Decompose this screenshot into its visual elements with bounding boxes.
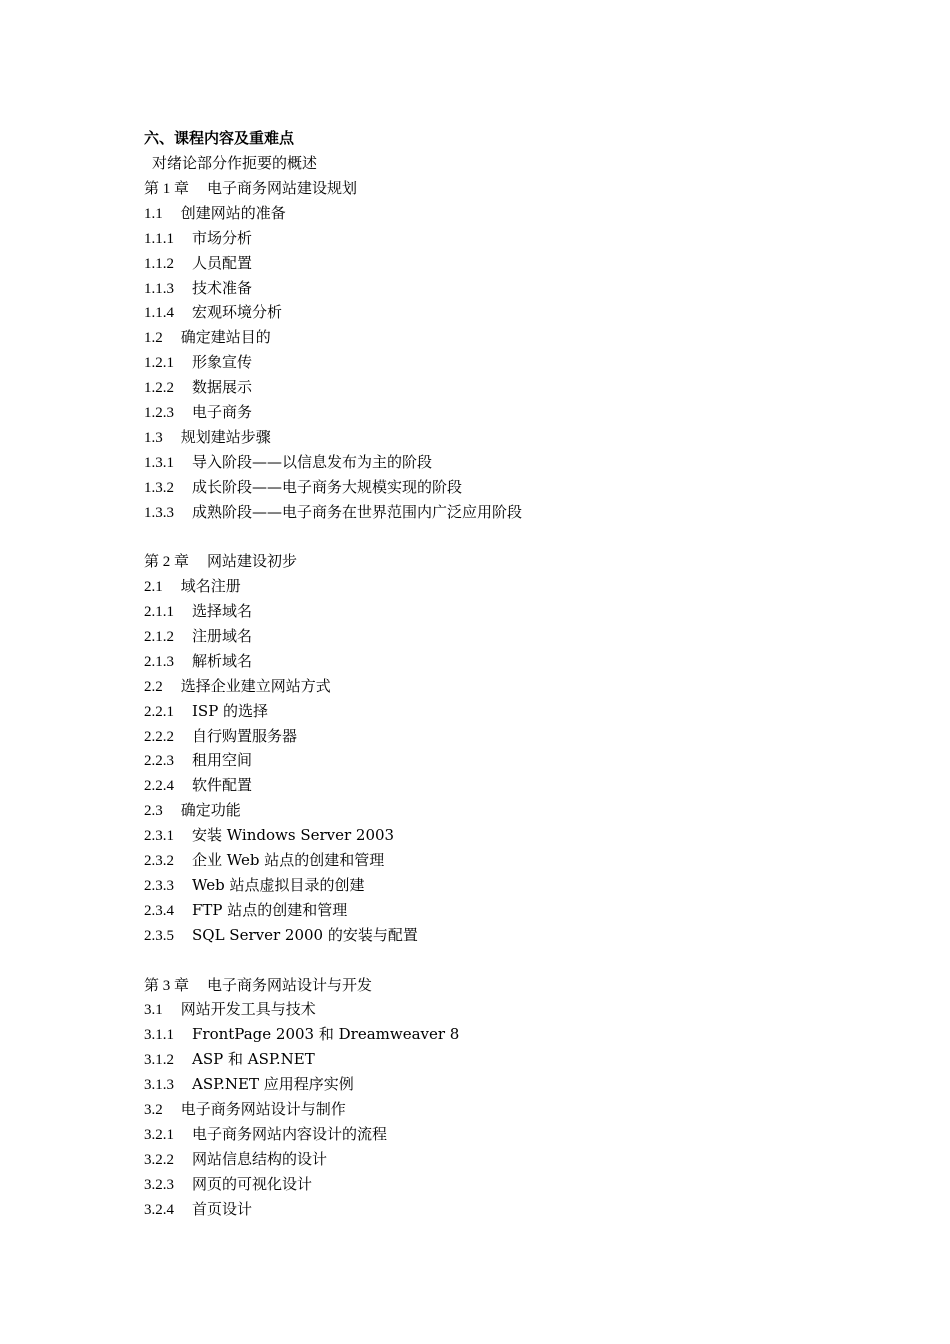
chapter-heading-line bbox=[144, 973, 844, 998]
section-title: 电子商务 bbox=[192, 403, 253, 422]
section-number: 2.2.3 bbox=[144, 753, 174, 770]
section-number: 2.2.4 bbox=[144, 778, 174, 795]
section-title: ASP.NET 应用程序实例 bbox=[192, 1075, 354, 1094]
toc-line bbox=[144, 201, 844, 226]
toc-line bbox=[144, 475, 844, 500]
toc-line bbox=[144, 848, 844, 873]
toc-line bbox=[144, 674, 844, 699]
section-title: 人员配置 bbox=[192, 253, 253, 272]
section-title: Web 站点虚拟目录的创建 bbox=[192, 875, 365, 894]
section-number: 1.3.3 bbox=[144, 504, 174, 521]
toc-line bbox=[144, 226, 844, 251]
toc-line bbox=[144, 450, 844, 475]
section-title: 数据展示 bbox=[192, 378, 253, 397]
section-number: 3.1.1 bbox=[144, 1027, 174, 1044]
section-title: 自行购置服务器 bbox=[192, 726, 298, 745]
toc-line bbox=[144, 1122, 844, 1147]
table-of-contents bbox=[144, 176, 844, 1221]
toc-line bbox=[144, 773, 844, 798]
chapter-heading-line bbox=[144, 549, 844, 574]
section-title: 电子商务网站设计与制作 bbox=[180, 1099, 346, 1118]
section-title: SQL Server 2000 的安装与配置 bbox=[192, 925, 418, 944]
section-title: 规划建站步骤 bbox=[180, 427, 271, 446]
section-title: 网站建设初步 bbox=[207, 552, 298, 571]
document-page bbox=[144, 126, 844, 1221]
section-title: 电子商务网站内容设计的流程 bbox=[192, 1124, 388, 1143]
blank-line bbox=[144, 948, 844, 973]
section-number: 1.2.1 bbox=[144, 355, 174, 372]
chapter-heading-line bbox=[144, 176, 844, 201]
section-title: 宏观环境分析 bbox=[192, 303, 283, 322]
section-title: 注册域名 bbox=[192, 627, 253, 646]
section-title: 确定建站目的 bbox=[180, 328, 271, 347]
section-number: 2.1.2 bbox=[144, 629, 174, 646]
section-number: 3.2.4 bbox=[144, 1201, 174, 1218]
toc-line bbox=[144, 276, 844, 301]
section-number: 第 2 章 bbox=[144, 554, 190, 571]
toc-line bbox=[144, 574, 844, 599]
toc-line bbox=[144, 300, 844, 325]
section-title: 企业 Web 站点的创建和管理 bbox=[192, 851, 385, 870]
section-number: 2.2.2 bbox=[144, 728, 174, 745]
toc-line bbox=[144, 599, 844, 624]
section-number: 3.2.1 bbox=[144, 1126, 174, 1143]
section-title: 成长阶段——电子商务大规模实现的阶段 bbox=[192, 477, 463, 496]
section-number: 3.1.3 bbox=[144, 1077, 174, 1094]
section-number: 1.3.1 bbox=[144, 454, 174, 471]
section-title: 电子商务网站建设规划 bbox=[207, 179, 358, 197]
section-title: 技术准备 bbox=[192, 278, 253, 297]
section-number: 2.2.1 bbox=[144, 703, 174, 720]
section-number: 2.1 bbox=[144, 579, 163, 596]
section-title: ISP 的选择 bbox=[192, 701, 269, 720]
section-number: 2.3.1 bbox=[144, 828, 174, 845]
section-title: 软件配置 bbox=[192, 776, 253, 795]
section-number: 1.1.4 bbox=[144, 305, 174, 322]
toc-line bbox=[144, 350, 844, 375]
section-number: 第 1 章 bbox=[144, 181, 190, 197]
section-number: 1.3.2 bbox=[144, 479, 174, 496]
section-number: 3.2.3 bbox=[144, 1176, 174, 1193]
toc-line bbox=[144, 798, 844, 823]
section-title: 创建网站的准备 bbox=[180, 203, 286, 222]
toc-line bbox=[144, 823, 844, 848]
toc-line bbox=[144, 1022, 844, 1047]
section-title: 首页设计 bbox=[192, 1199, 253, 1218]
toc-line bbox=[144, 1047, 844, 1072]
toc-line bbox=[144, 400, 844, 425]
section-number: 1.1.1 bbox=[144, 230, 174, 247]
section-number: 2.3.5 bbox=[144, 927, 174, 944]
section-title: 域名注册 bbox=[180, 577, 241, 596]
section-number: 2.3.4 bbox=[144, 902, 174, 919]
section-heading: 六、课程内容及重难点 bbox=[144, 129, 295, 147]
section-number: 1.1 bbox=[144, 205, 163, 222]
section-title: 选择企业建立网站方式 bbox=[180, 676, 331, 695]
section-number: 1.2 bbox=[144, 330, 163, 347]
section-number: 2.3.2 bbox=[144, 853, 174, 870]
section-number: 2.1.1 bbox=[144, 604, 174, 621]
section-title: 安装 Windows Server 2003 bbox=[192, 826, 395, 845]
section-number: 3.1 bbox=[144, 1002, 163, 1019]
section-number: 2.1.3 bbox=[144, 653, 174, 670]
section-title: 网页的可视化设计 bbox=[192, 1174, 313, 1193]
toc-line bbox=[144, 1097, 844, 1122]
toc-line bbox=[144, 425, 844, 450]
section-number: 3.1.2 bbox=[144, 1052, 174, 1069]
section-title: FrontPage 2003 和 Dreamweaver 8 bbox=[192, 1025, 460, 1044]
section-number: 第 3 章 bbox=[144, 977, 190, 994]
toc-line bbox=[144, 649, 844, 674]
section-number: 1.1.2 bbox=[144, 255, 174, 272]
toc-line bbox=[144, 873, 844, 898]
blank-line bbox=[144, 524, 844, 549]
toc-line bbox=[144, 699, 844, 724]
toc-line bbox=[144, 923, 844, 948]
section-title: 确定功能 bbox=[180, 801, 241, 820]
section-title: 成熟阶段——电子商务在世界范围内广泛应用阶段 bbox=[192, 502, 523, 521]
toc-line bbox=[144, 724, 844, 749]
toc-line bbox=[144, 325, 844, 350]
section-title: FTP 站点的创建和管理 bbox=[192, 900, 348, 919]
toc-line bbox=[144, 1072, 844, 1097]
section-number: 1.2.3 bbox=[144, 405, 174, 422]
section-number: 1.1.3 bbox=[144, 280, 174, 297]
toc-line bbox=[144, 1147, 844, 1172]
toc-line bbox=[144, 624, 844, 649]
section-number: 2.3 bbox=[144, 803, 163, 820]
section-number: 2.2 bbox=[144, 678, 163, 695]
toc-line bbox=[144, 898, 844, 923]
section-title: 网站开发工具与技术 bbox=[180, 1000, 316, 1019]
section-title: ASP 和 ASP.NET bbox=[192, 1050, 315, 1069]
section-number: 3.2 bbox=[144, 1101, 163, 1118]
section-title: 导入阶段——以信息发布为主的阶段 bbox=[192, 452, 433, 471]
toc-line bbox=[144, 1197, 844, 1222]
section-number: 1.2.2 bbox=[144, 380, 174, 397]
section-number: 3.2.2 bbox=[144, 1151, 174, 1168]
toc-line bbox=[144, 375, 844, 400]
toc-line bbox=[144, 1172, 844, 1197]
section-title: 选择域名 bbox=[192, 602, 253, 621]
section-number: 1.3 bbox=[144, 429, 163, 446]
intro-text: 对绪论部分作扼要的概述 bbox=[152, 154, 318, 172]
section-title: 电子商务网站设计与开发 bbox=[207, 975, 373, 994]
toc-line bbox=[144, 997, 844, 1022]
toc-line bbox=[144, 748, 844, 773]
section-title: 租用空间 bbox=[192, 751, 253, 770]
toc-line bbox=[144, 500, 844, 525]
section-title: 解析域名 bbox=[192, 651, 253, 670]
toc-line bbox=[144, 251, 844, 276]
section-title: 形象宣传 bbox=[192, 353, 253, 372]
section-number: 2.3.3 bbox=[144, 877, 174, 894]
section-title: 网站信息结构的设计 bbox=[192, 1149, 328, 1168]
section-title: 市场分析 bbox=[192, 228, 253, 247]
